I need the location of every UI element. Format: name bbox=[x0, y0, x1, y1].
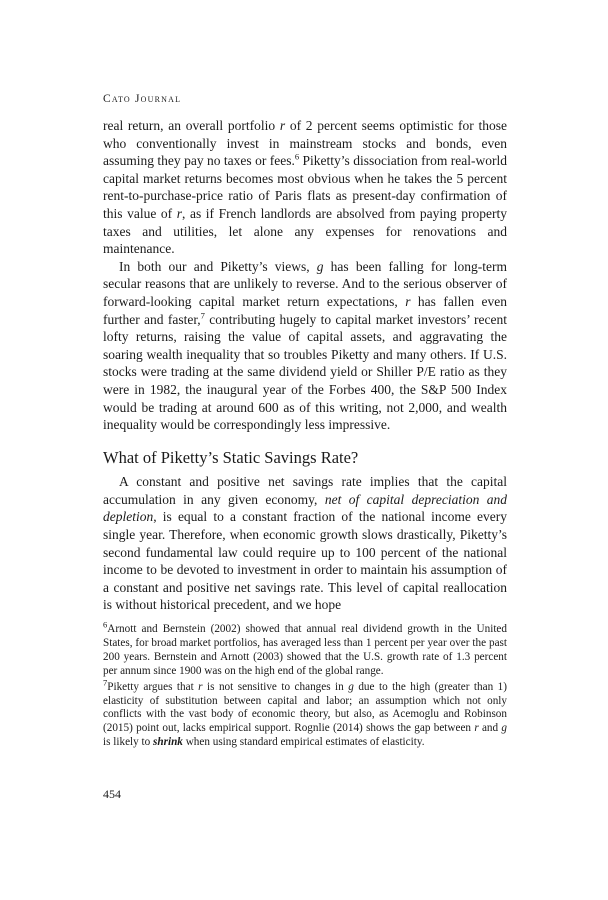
italic-text: r bbox=[279, 118, 286, 133]
page-number: 454 bbox=[103, 787, 121, 801]
emphasis-text: shrink bbox=[153, 736, 183, 749]
italic-text: g bbox=[348, 680, 354, 693]
footnote-marker: 7 bbox=[103, 676, 108, 687]
section-heading: What of Piketty’s Static Savings Rate? bbox=[103, 447, 359, 467]
paragraph-2: In both our and Piketty’s views, g has been falling for long-term secular reasons that are unlikely to reverse. And to the serious observer of forward-looking capital market return expectations, r has fallen even further and faster,$^7$ contributing hugely to capital market investors’ recent lofty returns, raising the value of capital assets, and aggravating the soaring wealth inequality that so troubles Piketty and many others. If U.S. stocks were trading at the same dividend yield or Shiller P/E ratio as they were in 1982, the inaugural year of the Forbes 400, the S&P 500 Index would be trading at around 600 as of this writing, not 2,000, and wealth inequality would be correspondingly less impressive. bbox=[103, 258, 508, 433]
footnote-7: $^7$Piketty argues that r is not sensitive to changes in g due to the high (greater than 1) elasticity of substitution between capital and labor; an assumption which not only conflicts with the vast body of economic theory, but also, as Acemoglu and Robinson (2015) point out, lacks empirical support. Rognlie (2014) shows the gap between r and g is likely to shrink when using standard empirical estimates of elasticity. bbox=[103, 676, 507, 749]
footnote-marker: 7 bbox=[200, 310, 205, 321]
footnote-6: $^6$Arnott and Bernstein (2002) showed that annual real dividend growth in the United States, for broad market portfolios, has averaged less than 1 percent per year over the past 200 years. Bernstein and Arnott (2003) showed that the U.S. growth rate of 1.3 percent per annum since 1900 was on the high end of the global range. bbox=[103, 619, 507, 677]
italic-text: r bbox=[176, 205, 182, 221]
paragraph-3: A constant and positive net savings rate implies that the capital accumulation in any given economy, net of capital depreciation and depletion, is equal to a constant fraction of the national income every single year. Therefore, when economic growth slows drastically, Piketty’s second fundamental law could require up to 100 percent of the national income to be devoted to investment in order to maintain his assumption of a constant and positive net savings rate. This level of capital reallocation is without historical precedent, and we hope bbox=[103, 474, 507, 613]
italic-text: r bbox=[405, 293, 411, 309]
italic-text: g bbox=[501, 722, 507, 735]
footnote-marker: 6 bbox=[103, 619, 108, 630]
running-head: Cato Journal bbox=[103, 93, 182, 105]
footnotes bbox=[103, 619, 507, 752]
italic-text: net of capital depreciation and depletion bbox=[103, 491, 507, 525]
footnote-marker: 6 bbox=[294, 151, 300, 162]
paragraph-1: real return, an overall portfolio r of 2 percent seems optimistic for those who conventionally invest in mainstream stocks and bonds, even assuming they pay no taxes or fees.$^6$ Piketty’s dissociation from real-world capital market returns becomes most obvious when he takes the 5 percent rent-to-purchase-price ratio of Paris flats as present-day confirmation of this value of r, as if French landlords are absolved from paying property taxes and utilities, let alone any expenses for renovations and maintenance. bbox=[103, 118, 508, 257]
body-text bbox=[103, 117, 507, 614]
italic-text: r bbox=[198, 680, 203, 693]
italic-text: g bbox=[316, 258, 324, 274]
italic-text: r bbox=[474, 722, 479, 735]
